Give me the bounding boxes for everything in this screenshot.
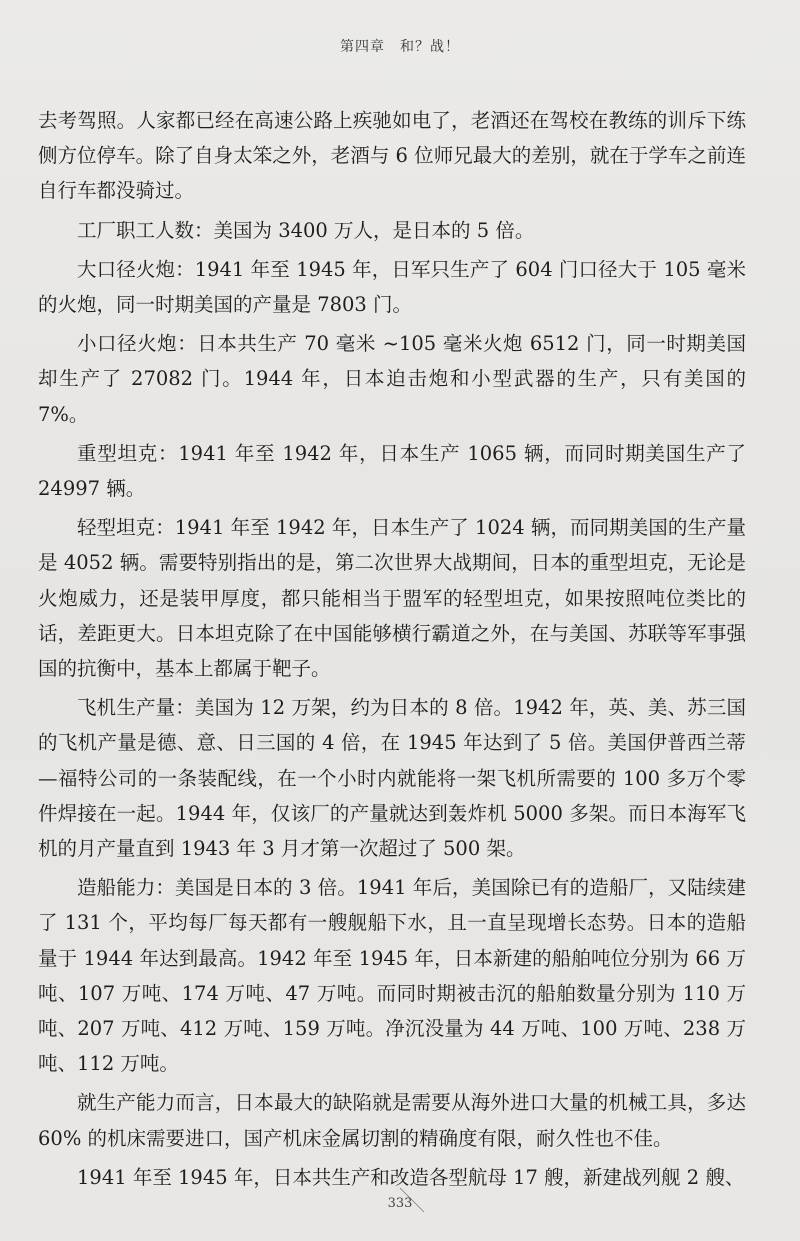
paragraph-aircraft-production: 飞机生产量：美国为 12 万架，约为日本的 8 倍。1942 年，英、美、苏三国的飞机产量是德、意、日三国的 4 倍，在 1945 年达到了 5 倍。美国伊普西兰蒂—福特公司的一条装配线，在一个小时内就能将一架飞机所需要的 100 多万个零件焊接在一起。1944 年，仅该厂的产量就达到轰炸机 5000 多架。而日本海军飞机的月产量直到 1943 年 3 月才第一次超过了 500 架。 bbox=[38, 696, 746, 861]
paragraph-shipbuilding: 造船能力：美国是日本的 3 倍。1941 年后，美国除已有的造船厂，又陆续建了 131 个，平均每厂每天都有一艘舰船下水，且一直呈现增长态势。日本的造船量于 1944 年达到最高。1942 年至 1945 年，日本新建的船舶吨位分别为 66 万吨、107 万吨、174 万吨、47 万吨。而同时期被击沉的船舶数量分别为 110 万吨、207 万吨、412 万吨、159 万吨。净沉没量为 44 万吨、100 万吨、238 万吨、112 万吨。 bbox=[38, 876, 746, 1076]
paragraph-carriers: 1941 年至 1945 年，日本共生产和改造各型航母 17 艘，新建战列舰 2 艘、 bbox=[77, 1165, 745, 1189]
paragraph-heavy-tanks: 重型坦克：1941 年至 1942 年，日本生产 1065 辆，而同时期美国生产了 24997 辆。 bbox=[38, 441, 746, 501]
paragraph-continuation: 去考驾照。人家都已经在高速公路上疾驰如电了，老酒还在驾校在教练的训斥下练侧方位停车。除了自身太笨之外，老酒与 6 位师兄最大的差别，就在于学车之前连自行车都没骑过。 bbox=[38, 109, 746, 203]
running-header: 第四章 和？战！ bbox=[340, 39, 460, 55]
paragraph-production-capacity: 就生产能力而言，日本最大的缺陷就是需要从海外进口大量的机械工具，多达 60% 的机床需要进口，国产机床金属切割的精确度有限，耐久性也不佳。 bbox=[38, 1091, 746, 1150]
paragraph-small-caliber-artillery: 小口径火炮：日本共生产 70 毫米 ~105 毫米火炮 6512 门，同一时期美国却生产了 27082 门。1944 年，日本迫击炮和小型武器的生产，只有美国的 7%。 bbox=[38, 332, 746, 426]
page-number: 333 bbox=[387, 1196, 413, 1211]
paragraph-large-caliber-artillery: 大口径火炮：1941 年至 1945 年，日军只生产了 604 门口径大于 105 毫米的火炮，同一时期美国的产量是 7803 门。 bbox=[38, 257, 746, 317]
paragraph-factory-workers: 工厂职工人数：美国为 3400 万人，是日本的 5 倍。 bbox=[77, 218, 535, 242]
paragraph-light-tanks: 轻型坦克：1941 年至 1942 年，日本生产了 1024 辆，而同期美国的生产量是 4052 辆。需要特别指出的是，第二次世界大战期间，日本的重型坦克，无论是火炮威力，还是装甲厚度，都只能相当于盟军的轻型坦克，如果按照吨位类比的话，差距更大。日本坦克除了在中国能够横行霸道之外，在与美国、苏联等军事强国的抗衡中，基本上都属于靶子。 bbox=[38, 516, 746, 681]
body-text bbox=[38, 103, 746, 1199]
